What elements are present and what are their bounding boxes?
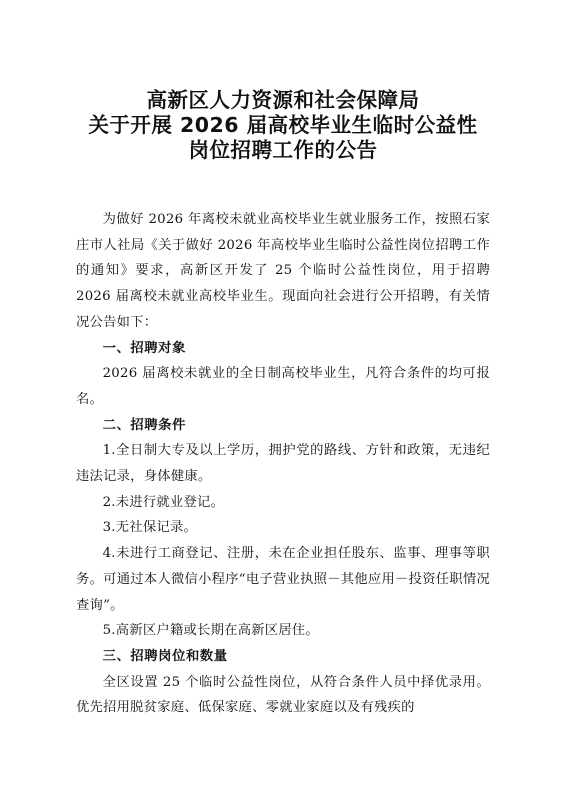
section-heading-recruitment-target: 一、招聘对象 [102,340,186,356]
title-line-3: 岗位招聘工作的公告 [188,138,378,162]
condition-item-4: 4.未进行工商登记、注册，未在企业担任股东、监事、理事等职务。可通过本人微信小程序“电子营业执照－其他应用－投资任职情况查询”。 [76,546,490,613]
title-line-2: 关于开展 2026 届高校毕业生临时公益性 [88,113,478,137]
document-title [76,0,490,163]
condition-item-2: 2.未进行就业登记。 [102,494,225,510]
section-heading-positions-and-quantity: 三、招聘岗位和数量 [102,648,228,664]
section-heading-recruitment-conditions: 二、招聘条件 [102,417,186,433]
condition-item-5: 5.高新区户籍或长期在高新区居住。 [102,623,319,639]
intro-paragraph: 为做好 2026 年离校未就业高校毕业生就业服务工作，按照石家庄市人社局《关于做好 2026 年高校毕业生临时公益性岗位招聘工作的通知》要求，高新区开发了 25 个临时公益性岗位，用于招聘 2026 届离校未就业高校毕业生。现面向社会进行公开招聘，有关情况公告如下： [76,212,490,330]
condition-item-3: 3.无社保记录。 [102,520,198,536]
document-body [76,207,490,721]
recruitment-target-paragraph: 2026 届离校未就业的全日制高校毕业生，凡符合条件的均可报名。 [76,366,490,407]
title-line-1: 高新区人力资源和社会保障局 [146,88,420,112]
positions-paragraph: 全区设置 25 个临时公益性岗位，从符合条件人员中择优录用。优先招用脱贫家庭、低保家庭、零就业家庭以及有残疾的 [76,674,490,716]
condition-item-1: 1.全日制大专及以上学历，拥护党的路线、方针和政策，无违纪违法记录，身体健康。 [76,443,490,485]
